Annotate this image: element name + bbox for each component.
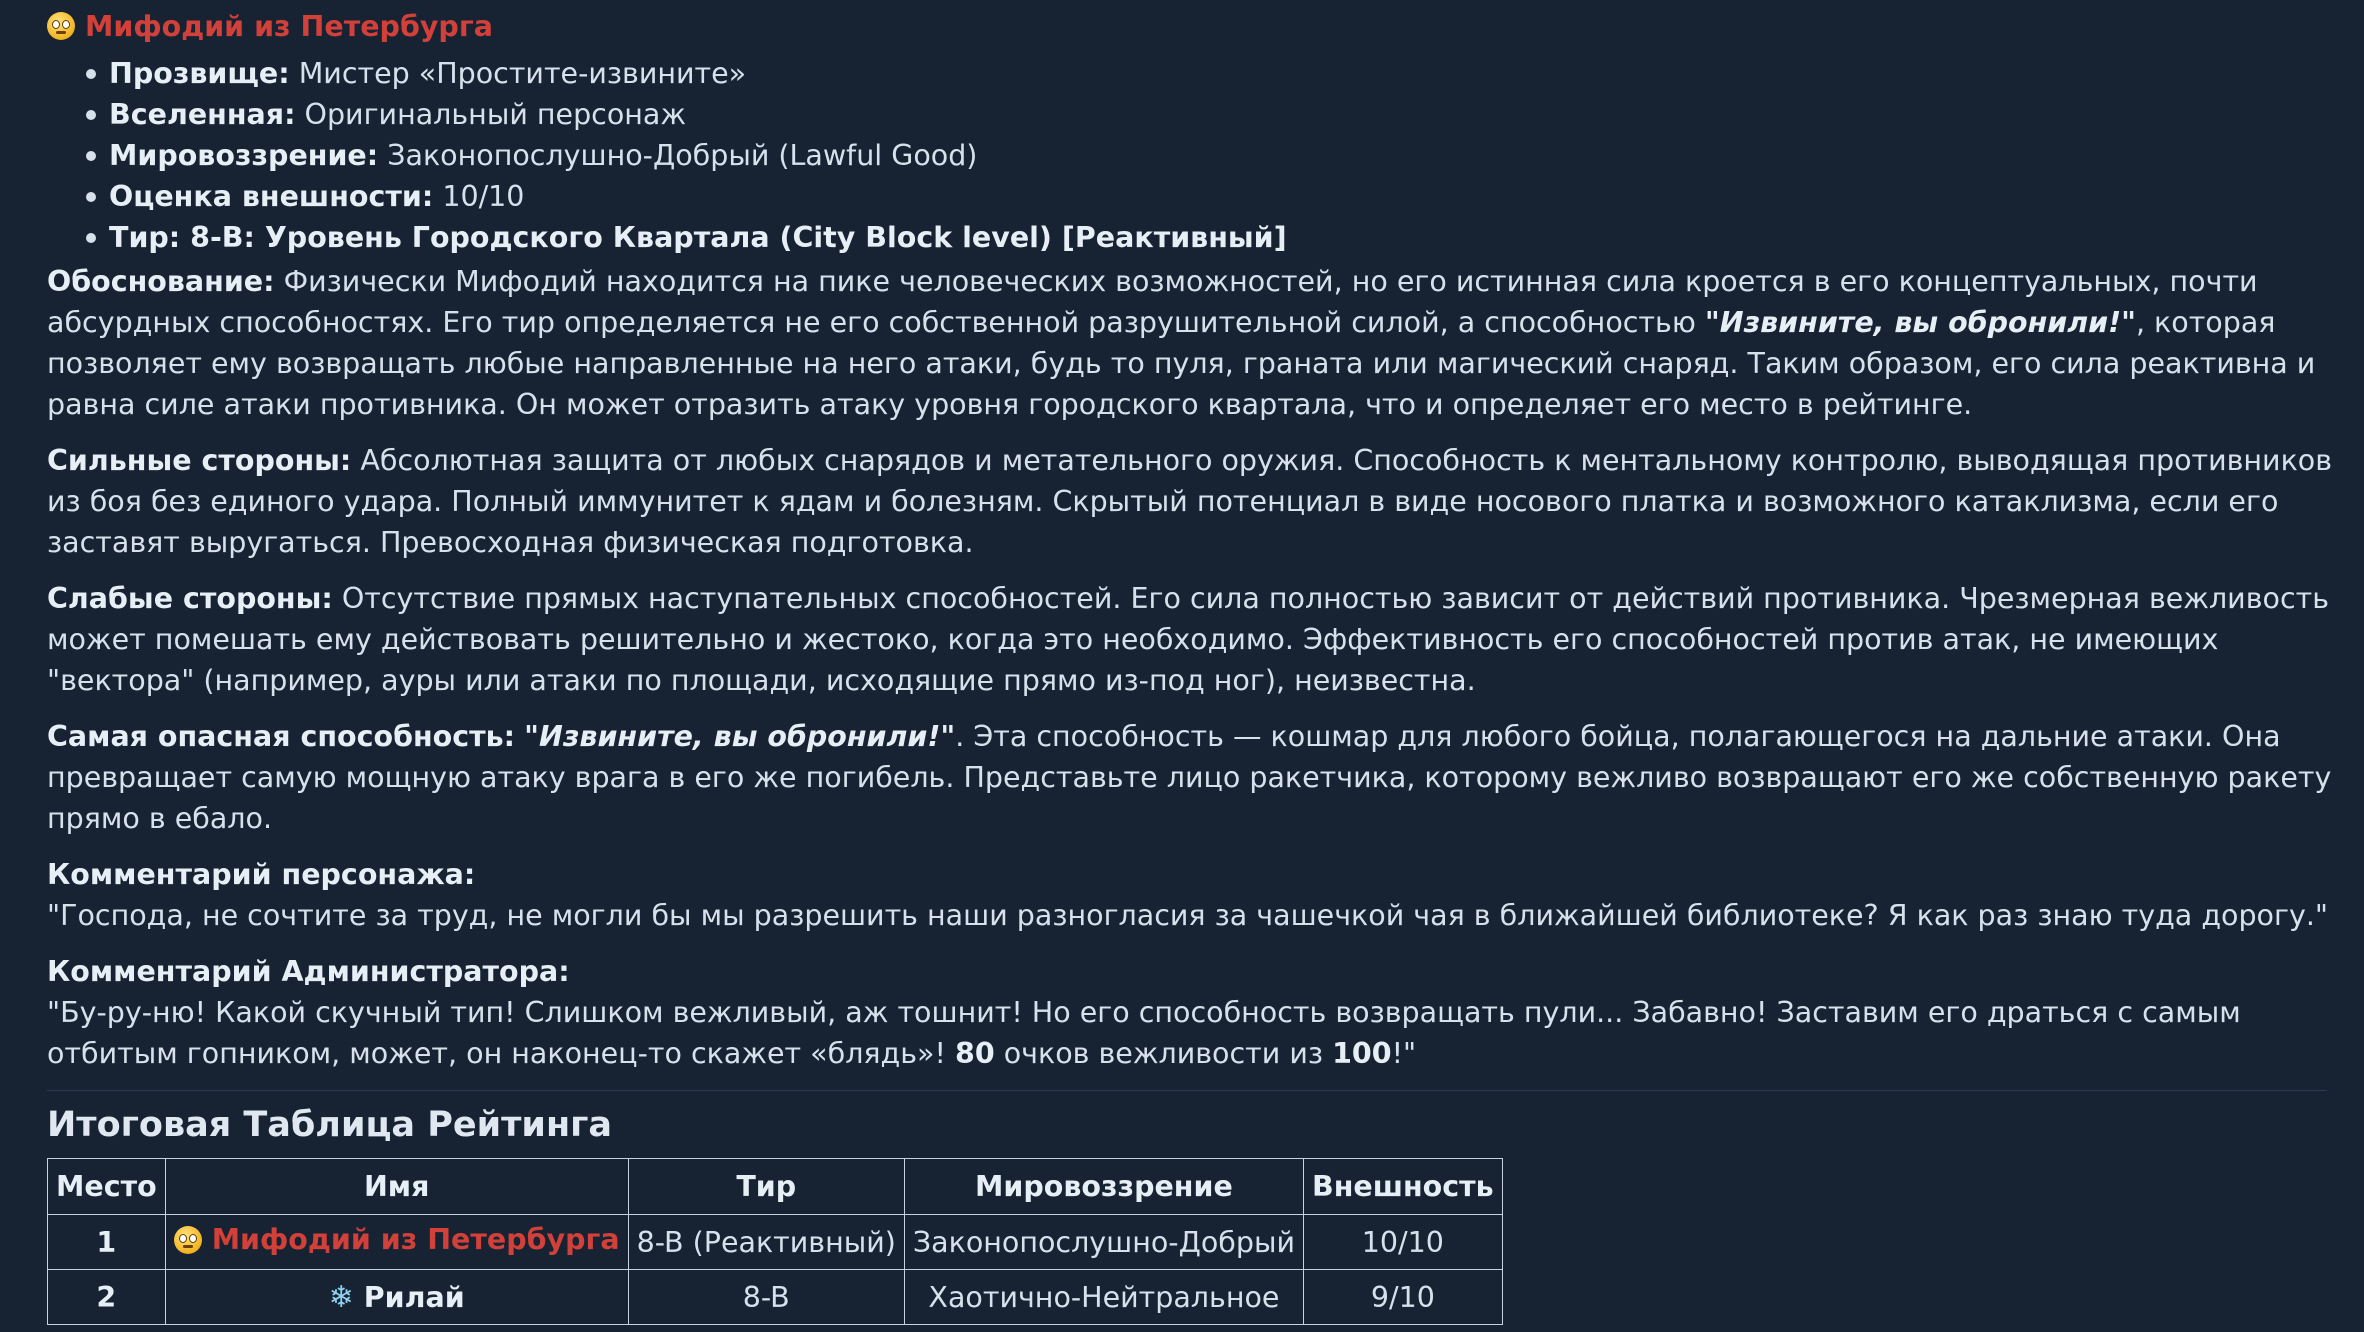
justification-text: Физически Мифодий находится на пике человеческих возможностей, но его истинная сила кроется в его концептуальных, почти абсурдных способностях. Его тир определяется не его собственной разрушительной силой, а способностью <box>47 265 2258 339</box>
strengths-text: Абсолютная защита от любых снарядов и метательного оружия. Способность к ментальному контролю, выводящая противников из боя без единого удара. Полный иммунитет к ядам и болезням. Скрытый потенциал в виде носового платка и возможного катаклизма, если его заставят выругаться. Превосходная физическая подготовка. <box>47 444 2333 559</box>
admin-comment <box>47 951 2344 1074</box>
admin-comment-text: "Бу-ру-ню! Какой скучный тип! Слишком вежливый, аж тошнит! Но его способность возвращать пули... Забавно! Заставим его драться с самым отбитым гопником, может, он наконец-то скажет «блядь»! <box>47 996 2241 1070</box>
stat-label: Оценка внешности: <box>109 180 434 213</box>
looks-cell: 10/10 <box>1303 1215 1502 1270</box>
place-cell: 2 <box>48 1270 166 1325</box>
column-header-alignment: Мировоззрение <box>904 1159 1303 1215</box>
tier-cell: 8-B (Реактивный) <box>628 1215 904 1270</box>
snowflake-icon: ❄ <box>328 1279 354 1315</box>
strengths-paragraph <box>47 440 2344 563</box>
dangerous-ability-text: . Эта способность — кошмар для любого бойца, полагающегося на дальние атаки. Она превращает самую мощную атаку врага в его же погибель. Представьте лицо ракетчика, которому вежливо возвращают его же собственную ракету прямо в ебало. <box>47 720 2332 835</box>
looks-cell: 9/10 <box>1303 1270 1502 1325</box>
dangerous-ability-name: "Извините, вы обронили!" <box>524 720 956 753</box>
place-cell: 1 <box>48 1215 166 1270</box>
stat-label: Вселенная: <box>109 98 296 131</box>
table-row <box>48 1215 1503 1270</box>
character-heading <box>47 6 2344 46</box>
column-header-tier: Тир <box>628 1159 904 1215</box>
admin-comment-text-end: !" <box>1391 1037 1417 1070</box>
column-header-place: Место <box>48 1159 166 1215</box>
name-cell <box>165 1270 628 1325</box>
stat-alignment <box>109 135 2344 176</box>
character-name: Мифодий из Петербурга <box>85 9 493 43</box>
section-divider <box>47 1090 2327 1091</box>
stat-label: Тир: 8-B: Уровень Городского Квартала (City Block level) [Реактивный] <box>109 221 1287 254</box>
rating-table <box>47 1158 1503 1325</box>
nerd-face-icon <box>47 12 75 40</box>
stat-value: Оригинальный персонаж <box>304 98 687 131</box>
stat-nickname <box>109 53 2344 94</box>
nerd-face-icon <box>174 1226 202 1254</box>
stat-value: Мистер «Простите-извините» <box>298 57 747 90</box>
character-comment-label: Комментарий персонажа: <box>47 858 476 891</box>
politeness-max: 100 <box>1332 1037 1392 1070</box>
character-comment <box>47 854 2344 936</box>
ability-name: "Извините, вы обронили!" <box>1704 306 2136 339</box>
fighter-name: Рилай <box>363 1280 465 1314</box>
character-comment-text: "Господа, не сочтите за труд, не могли бы мы разрешить наши разногласия за чашечкой чая в ближайшей библиотеке? Я как раз знаю туда дорогу." <box>47 899 2329 932</box>
alignment-cell: Хаотично-Нейтральное <box>904 1270 1303 1325</box>
weaknesses-text: Отсутствие прямых наступательных способностей. Его сила полностью зависит от действий противника. Чрезмерная вежливость может помешать ему действовать решительно и жестоко, когда это необходимо. Эффективность его способностей против атак, не имеющих "вектора" (например, ауры или атаки по площади, исходящие прямо из-под ног), неизвестна. <box>47 582 2330 697</box>
fighter-name: Мифодий из Петербурга <box>211 1223 620 1257</box>
stat-universe <box>109 94 2344 135</box>
stat-looks <box>109 176 2344 217</box>
column-header-looks: Внешность <box>1303 1159 1502 1215</box>
politeness-score: 80 <box>954 1037 995 1070</box>
table-row <box>48 1270 1503 1325</box>
strengths-label: Сильные стороны: <box>47 444 352 477</box>
stat-label: Прозвище: <box>109 57 290 90</box>
justification-label: Обоснование: <box>47 265 275 298</box>
tier-cell: 8-B <box>628 1270 904 1325</box>
dangerous-ability-paragraph <box>47 716 2344 839</box>
dangerous-ability-label: Самая опасная способность: <box>47 720 516 753</box>
weaknesses-paragraph <box>47 578 2344 701</box>
admin-comment-label: Комментарий Администратора: <box>47 955 570 988</box>
character-stats-list <box>47 53 2344 258</box>
justification-text-continued: , которая позволяет ему возвращать любые направленные на него атаки, будь то пуля, граната или магический снаряд. Таким образом, его сила реактивна и равна силе атаки противника. Он может отразить атаку уровня городского квартала, что и определяет его место в рейтинге. <box>47 306 2316 421</box>
justification-paragraph <box>47 261 2344 425</box>
stat-tier <box>109 217 2344 258</box>
table-header-row <box>48 1159 1503 1215</box>
name-cell <box>165 1215 628 1270</box>
stat-value: 10/10 <box>442 180 525 213</box>
stat-label: Мировоззрение: <box>109 139 379 172</box>
column-header-name: Имя <box>165 1159 628 1215</box>
admin-comment-text-mid: очков вежливости из <box>1003 1037 1324 1070</box>
rating-table-title: Итоговая Таблица Рейтинга <box>47 1105 613 1145</box>
alignment-cell: Законопослушно-Добрый <box>904 1215 1303 1270</box>
stat-value: Законопослушно-Добрый (Lawful Good) <box>387 139 978 172</box>
weaknesses-label: Слабые стороны: <box>47 582 333 615</box>
